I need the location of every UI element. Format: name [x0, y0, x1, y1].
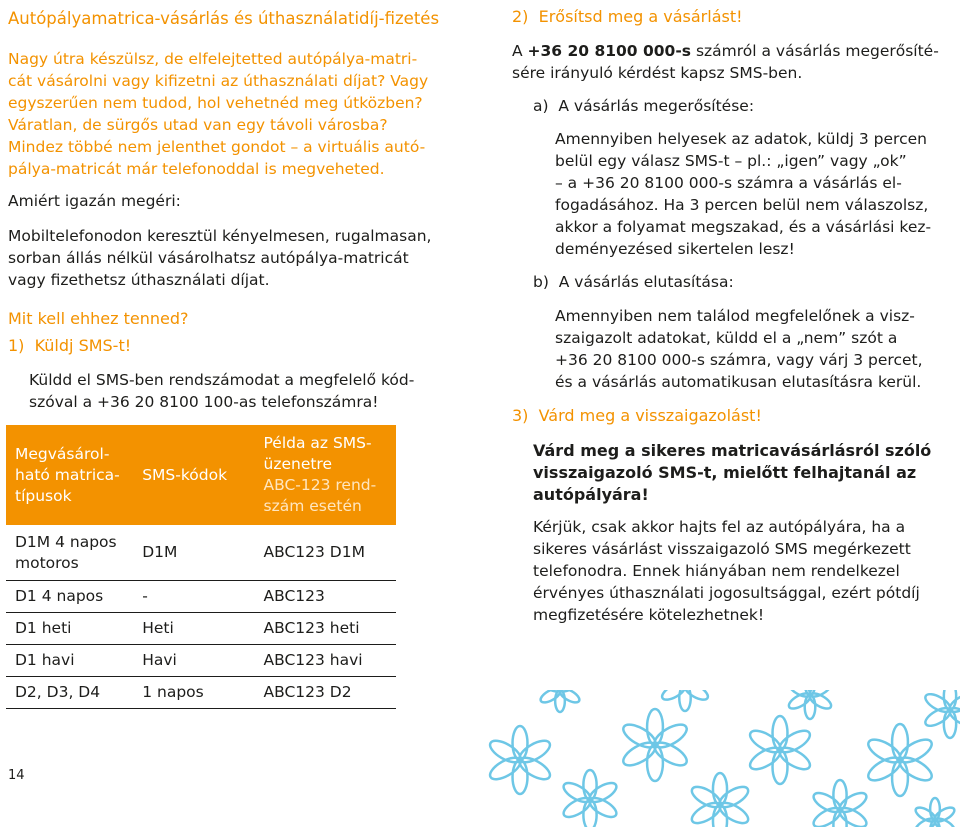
petal — [689, 799, 724, 827]
intro-line: Mindez többé nem jelenthet gondot – a virtuális autó- — [8, 138, 426, 156]
petal — [811, 804, 844, 827]
petal — [660, 690, 688, 703]
confirm-line: Amennyiben helyesek az adatok, küldj 3 percen — [555, 130, 927, 148]
note-paragraph — [533, 516, 920, 626]
petal — [865, 753, 904, 785]
cell-line: motoros — [15, 553, 79, 572]
cell-code: Heti — [133, 613, 254, 645]
confirm-heading: a) A vásárlás megerősítése: — [533, 97, 755, 115]
petal — [896, 735, 935, 767]
text: A — [512, 42, 528, 60]
cell-code: D1M — [133, 525, 254, 581]
confirm-paragraph — [555, 128, 931, 260]
header-line: üzenetre — [263, 455, 333, 473]
wait-line: visszaigazoló SMS-t, mielőtt felhajtanál az — [533, 463, 917, 482]
petal — [776, 727, 813, 757]
benefit-line: Mobiltelefonodon keresztül kényelmesen, rugalmasan, — [8, 227, 432, 245]
flower-decoration-icon — [620, 709, 690, 781]
cell-example: ABC123 heti — [255, 613, 397, 645]
header-line: Megvásárol- — [15, 444, 110, 463]
reject-line: szaigazolt adatokat, küldd el a „nem” szót a — [555, 329, 898, 347]
intro-line: Váratlan, de sürgős utad van egy távoli városba? — [8, 116, 388, 134]
petal — [651, 720, 690, 752]
cell-code: - — [133, 581, 254, 613]
petal — [923, 705, 953, 730]
petal — [516, 737, 553, 767]
cell-code: 1 napos — [133, 677, 254, 709]
benefit-paragraph — [8, 225, 431, 291]
petal — [865, 735, 904, 767]
flower-decoration-icon — [480, 690, 960, 827]
cell-example: ABC123 — [255, 581, 397, 613]
petal — [487, 737, 524, 767]
petal — [487, 754, 524, 784]
intro-line: egyszerűen nem tudod, hol vehetnéd meg útközben? — [8, 94, 423, 112]
confirm-line: akkor a folyamat megszakad, és a vásárlási kez- — [555, 218, 932, 236]
header-line: Példa az SMS- — [263, 434, 372, 452]
flower-decoration-icon — [787, 690, 834, 719]
petal — [620, 720, 659, 752]
page-title: Autópályamatrica-vásárlás és úthasználatidíj-fizetés — [8, 9, 440, 28]
petal — [561, 794, 594, 820]
petal — [914, 805, 938, 824]
flower-decoration-icon — [923, 690, 960, 738]
reject-line: és a vásárlás automatikusan elutasításra kerül. — [555, 373, 922, 391]
confirm-line: fogadásához. Ha 3 percen belül nem válaszolsz, — [555, 196, 929, 214]
table-row — [6, 613, 396, 645]
step3-heading: 3) Várd meg a visszaigazolást! — [512, 406, 762, 425]
page-number: 14 — [8, 768, 25, 783]
petal — [811, 789, 844, 815]
table-row — [6, 645, 396, 677]
flower-decoration-icon — [689, 773, 751, 827]
petal — [620, 738, 659, 770]
reject-line: +36 20 8100 000-s számra, vagy várj 3 percet, — [555, 351, 923, 369]
header-line: típusok — [15, 486, 72, 505]
reject-paragraph — [555, 305, 923, 393]
flower-decoration-icon — [811, 780, 870, 827]
wait-line: autópályára! — [533, 485, 649, 504]
note-line: Kérjük, csak akkor hajts fel az autópályára, ha a — [533, 518, 906, 536]
petal — [561, 779, 594, 805]
step1-heading: 1) Küldj SMS-t! — [8, 336, 132, 355]
phone-number: +36 20 8100 000-s — [527, 42, 692, 60]
intro-line: cát vásárolni vagy kifizetni az úthasználati díjat? Vagy — [8, 72, 429, 90]
benefit-line: vagy fizethetsz úthasználati díjat. — [8, 271, 270, 289]
intro-line: pálya-matricát már telefonoddal is megveheted. — [8, 160, 385, 178]
flower-decoration-icon — [539, 690, 582, 712]
cell-example: ABC123 D2 — [255, 677, 397, 709]
todo-heading: Mit kell ehhez tenned? — [8, 309, 189, 328]
cell-example: ABC123 D1M — [255, 525, 397, 581]
header-line: SMS-kódok — [142, 465, 228, 484]
text: számról a vásárlás megerősíté- — [691, 42, 939, 60]
step2-line: sére irányuló kérdést kapsz SMS-ben. — [512, 64, 803, 82]
cell-type: D1 heti — [6, 613, 133, 645]
reject-heading: b) A vásárlás elutasítása: — [533, 273, 734, 291]
intro-line: Nagy útra készülsz, de elfelejtetted autópálya-matri- — [8, 50, 418, 68]
table-row — [6, 677, 396, 709]
petal — [651, 738, 690, 770]
step2-heading: 2) Erősítsd meg a vásárlást! — [512, 7, 743, 26]
petal — [682, 690, 710, 703]
petal — [747, 744, 784, 774]
cell-example: ABC123 havi — [255, 645, 397, 677]
step1-paragraph — [29, 369, 414, 413]
step2-line — [512, 40, 939, 62]
petal — [923, 691, 953, 716]
note-line: érvényes úthasználati jogosultsággal, ezért pótdíj — [533, 584, 920, 602]
confirm-line: deményezésed sikertelen lesz! — [555, 240, 795, 258]
petal — [896, 753, 935, 785]
header-line: szám esetén — [263, 497, 362, 515]
flower-decoration-icon — [561, 770, 620, 827]
benefit-heading: Amiért igazán megéri: — [8, 192, 181, 210]
header-line: ABC-123 rend- — [263, 476, 377, 494]
cell-type — [6, 525, 133, 581]
confirm-line: – a +36 20 8100 000-s számra a vásárlás el- — [555, 174, 902, 192]
confirm-line: belül egy válasz SMS-t – pl.: „igen” vagy „ok” — [555, 152, 907, 170]
step2-paragraph — [512, 40, 939, 84]
flower-decoration-icon — [865, 724, 935, 796]
petal — [776, 744, 813, 774]
sticker-table — [6, 425, 396, 709]
cell-code: Havi — [133, 645, 254, 677]
cell-type: D1 havi — [6, 645, 133, 677]
header-line: ható matrica- — [15, 465, 120, 484]
petal — [747, 727, 784, 757]
table-row — [6, 525, 396, 581]
step1-line: Küldd el SMS-ben rendszámodat a megfelelő kód- — [29, 371, 415, 389]
flower-decoration-icon — [660, 690, 711, 711]
wait-line: Várd meg a sikeres matricavásárlásról szóló — [533, 441, 932, 460]
table-header-row — [6, 425, 396, 525]
note-line: sikeres vásárlást visszaigazoló SMS megérkezett — [533, 540, 911, 558]
intro-paragraph — [8, 48, 428, 180]
flower-decoration-icon — [487, 726, 553, 794]
wait-paragraph — [533, 440, 931, 506]
cell-line: D1M 4 napos — [15, 532, 117, 551]
flower-decoration-icon — [747, 716, 813, 784]
cell-type: D2, D3, D4 — [6, 677, 133, 709]
note-line: telefonodra. Ennek hiányában nem rendelkezel — [533, 562, 900, 580]
header-example — [255, 425, 397, 525]
flower-decoration-icon — [914, 798, 957, 827]
petal — [689, 783, 724, 811]
petal — [516, 754, 553, 784]
table-row — [6, 581, 396, 613]
note-line: megfizetésére kötelezhetnek! — [533, 606, 765, 624]
header-codes — [133, 425, 254, 525]
benefit-line: sorban állás nélkül vásárolhatsz autópálya-matricát — [8, 249, 409, 267]
header-types — [6, 425, 133, 525]
step1-line: szóval a +36 20 8100 100-as telefonszámra! — [29, 393, 379, 411]
reject-line: Amennyiben nem találod megfelelőnek a visz- — [555, 307, 915, 325]
cell-type: D1 4 napos — [6, 581, 133, 613]
